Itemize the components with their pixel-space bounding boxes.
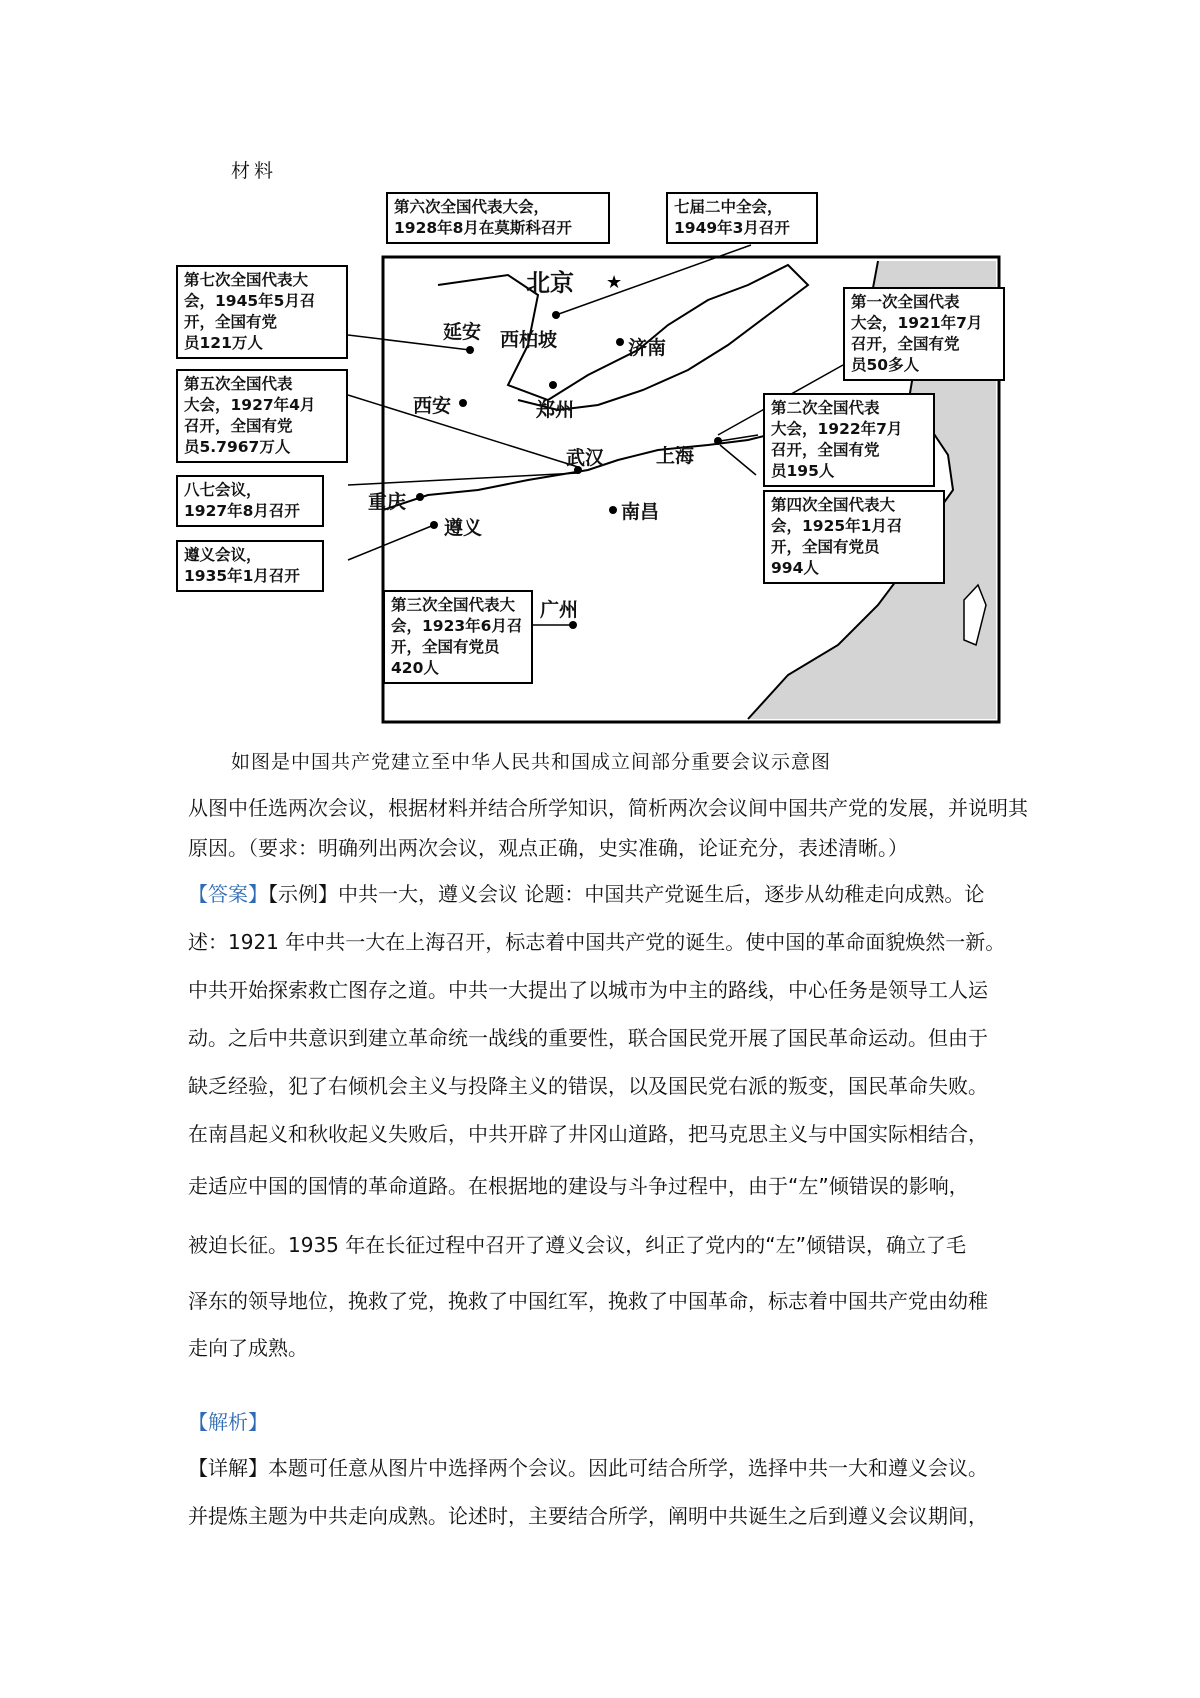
box-seventh-plenary: 七届二中全会， 1949年3月召开 bbox=[666, 192, 818, 244]
city-beijing: 北京 bbox=[526, 269, 574, 297]
answer-line: 泽东的领导地位，挽救了党，挽救了中国红军，挽救了中国革命，标志着中国共产党由幼稚 bbox=[188, 1289, 988, 1313]
box-august7-meeting: 八七会议， 1927年8月召开 bbox=[176, 475, 324, 527]
answer-line: 动。之后中共意识到建立革命统一战线的重要性，联合国民党开展了国民革命运动。但由于 bbox=[188, 1026, 988, 1050]
city-guangzhou: 广州 bbox=[540, 599, 579, 621]
city-shanghai: 上海 bbox=[656, 445, 695, 467]
city-zunyi: 遵义 bbox=[444, 517, 483, 539]
question-text: 从图中任选两次会议，根据材料并结合所学知识，简析两次会议间中国共产党的发展，并说明其原因。（要求：明确列出两次会议，观点正确，史实准确，论证充分，表述清晰。） bbox=[188, 796, 1028, 860]
box-third-congress: 第三次全国代表大 会，1923年6月召 开，全国有党员 420人 bbox=[383, 590, 533, 684]
answer-line: 被迫长征。1935 年在长征过程中召开了遵义会议，纠正了党内的“左”倾错误，确立了毛 bbox=[188, 1233, 966, 1257]
analysis-label: 【解析】 bbox=[188, 1410, 268, 1434]
box-first-congress: 第一次全国代表 大会，1921年7月 召开，全国有党 员50多人 bbox=[843, 287, 1005, 381]
box-fourth-congress: 第四次全国代表大 会，1925年1月召 开，全国有党员 994人 bbox=[763, 490, 945, 584]
box-seventh-congress: 第七次全国代表大 会，1945年5月召 开，全国有党 员121万人 bbox=[176, 265, 348, 359]
material-label: 材料 bbox=[231, 160, 278, 182]
answer-first-line bbox=[188, 870, 1028, 918]
city-yanan: 延安 bbox=[443, 321, 482, 343]
analysis-block bbox=[188, 1400, 1028, 1540]
answer-line: 在南昌起义和秋收起义失败后，中共开辟了井冈山道路，把马克思主义与中国实际相结合， bbox=[188, 1122, 988, 1146]
answer-line: 述：1921 年中共一大在上海召开，标志着中国共产党的诞生。使中国的革命面貌焕然一新。 bbox=[188, 930, 1006, 954]
city-jinan: 济南 bbox=[628, 337, 667, 359]
answer-line-0: 【示例】中共一大，遵义会议 论题：中国共产党诞生后，逐步从幼稚走向成熟。论 bbox=[268, 882, 985, 906]
box-sixth-congress: 第六次全国代表大会， 1928年8月在莫斯科召开 bbox=[386, 192, 610, 244]
answer-line: 走适应中国的国情的革命道路。在根据地的建设与斗争过程中，由于“左”倾错误的影响， bbox=[188, 1174, 969, 1198]
city-wuhan: 武汉 bbox=[566, 447, 605, 469]
answer-line: 缺乏经验，犯了右倾机会主义与投降主义的错误，以及国民党右派的叛变，国民革命失败。 bbox=[188, 1074, 988, 1098]
map-caption: 如图是中国共产党建立至中华人民共和国成立间部分重要会议示意图 bbox=[231, 751, 832, 773]
box-fifth-congress: 第五次全国代表 大会，1927年4月 召开，全国有党 员5.7967万人 bbox=[176, 369, 348, 463]
answer-line: 中共开始探索救亡图存之道。中共一大提出了以城市为中主的路线，中心任务是领导工人运 bbox=[188, 978, 988, 1002]
answer-label: 【答案】 bbox=[188, 882, 268, 906]
meetings-map bbox=[184, 198, 1048, 725]
box-zunyi-meeting: 遵义会议， 1935年1月召开 bbox=[176, 540, 324, 592]
city-chongqing: 重庆 bbox=[368, 491, 407, 513]
box-second-congress: 第二次全国代表 大会，1922年7月 召开，全国有党 员195人 bbox=[763, 393, 935, 487]
city-xibaipo: 西柏坡 bbox=[500, 329, 558, 351]
answer-line: 走向了成熟。 bbox=[188, 1336, 308, 1360]
analysis-line: 并提炼主题为中共走向成熟。论述时，主要结合所学，阐明中共诞生之后到遵义会议期间， bbox=[188, 1504, 988, 1528]
analysis-line: 【详解】本题可任意从图片中选择两个会议。因此可结合所学，选择中共一大和遵义会议。 bbox=[188, 1456, 988, 1480]
answer-block bbox=[188, 870, 1028, 1370]
city-nanchang: 南昌 bbox=[621, 501, 660, 523]
beijing-star-icon: ★ bbox=[606, 272, 623, 293]
city-xian: 西安 bbox=[413, 395, 452, 417]
city-zhengzhou: 郑州 bbox=[536, 399, 575, 421]
